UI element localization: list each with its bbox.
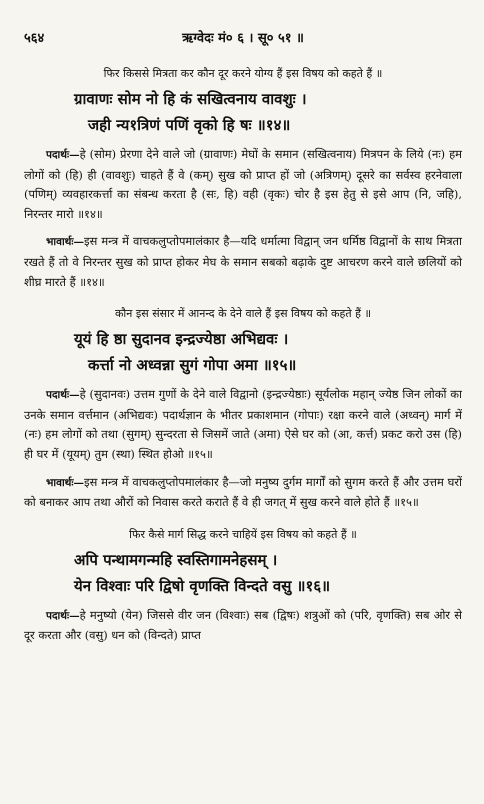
mantra-line: जही न्य१त्रिणं पणिं वृको हि षः ॥१४॥ [88, 116, 291, 134]
section-16 [24, 527, 462, 646]
section-14 [24, 66, 462, 292]
padartha-paragraph [24, 145, 462, 224]
section-intro: फिर कैसे मार्ग सिद्ध करने चाहियें इस विषय को कहते हैं ॥ [129, 527, 357, 541]
bhavartha-text: इस मन्त्र में वाचकलुप्तोपमालंकार है—जो मनुष्य दुर्गम मार्गों को सुगम करते हैं और उत्तम घरों को बनाकर आप तथा औरों को निवास करते कराते हैं वे ही जगत् में सुख करने वाले होते हैं ॥१५॥ [24, 474, 462, 510]
bhavartha-paragraph [24, 473, 462, 513]
page-number: ५६४ [24, 31, 45, 46]
mantra-line: ग्रावाणः सोम नो हि कं सखित्वनाय वावशुः । [74, 90, 307, 108]
section-intro: फिर किससे मित्रता कर कौन दूर करने योग्य हैं इस विषय को कहते हैं ॥ [103, 67, 383, 80]
mantra-line: यूयं हि ष्ठा सुदानव इन्द्रज्येष्ठा अभिद्यवः । [74, 330, 289, 349]
padartha-text: हे मनुष्यो (येन) जिससे वीर जन (विश्वाः) सब (द्विषः) शत्रुओं को (परि, वृणक्ति) सब ओर से दूर करता और (वसु) धन को (विन्दते) प्राप्त [24, 607, 462, 643]
section-intro: कौन इस संसार में आनन्द के देने वाले हैं इस विषय को कहते हैं ॥ [114, 307, 372, 321]
padartha-paragraph [24, 606, 462, 646]
padartha-text: हे (सुदानवः) उत्तम गुणों के देने वाले विद्वानो (इन्द्रज्येष्ठाः) सूर्यलोक महान् ज्येष्ठ जिन लोकों का उनके समान वर्त्तमान (अभिद्यवः) पदार्थज्ञान के भीतर प्रकाशमान (गोपाः) रक्षा करने वाले (अध्वन्) मार्ग में (नः) हम लोगों को तथा (सुगम्) सुन्दरता से जिसमें जाते (अमा) ऐसे घर को (आ, कर्त्त) प्रकट करो उस (हि) ही घर में (यूयम्) तुम (स्था) स्थित होओ ॥१५॥ [24, 387, 462, 461]
bhavartha-label: भावार्थः— [46, 236, 84, 249]
bhavartha-label: भावार्थः— [46, 476, 84, 489]
padartha-label: पदार्थः— [46, 149, 80, 161]
padartha-text: हे (सोम) प्रेरणा देने वाले जो (ग्रावाणः) मेघों के समान (सखित्वनाय) मित्रपन के लिये (नः) हम लोगों को (हि) ही (वावशुः) चाहते हैं वे (कम्) सुख को प्राप्त हों जो (अत्रिणम्) दूसरे का सर्वस्व हरनेवाला (पणिम्) व्यवहारकर्त्ता का संबन्ध करता है (सः, हि) वही (वृकः) चोर है इस हेतु से इसे आप (नि, जहि), निरन्तर मारो ॥१४॥ [24, 147, 462, 221]
bhavartha-text: इस मन्त्र में वाचकलुप्तोपमालंकार है—यदि धर्मात्मा विद्वान् जन धर्मिष्ठ विद्वानों के साथ मित्रता रखते हैं तो वे निरन्तर सुख को प्राप्त होकर मेघ के समान सबको बढ़ाके दुष्ट आचरण करने वाले छलियों को शीघ्र मारते हैं ॥१४॥ [24, 234, 462, 289]
padartha-label: पदार्थः— [46, 389, 80, 402]
page-header [24, 26, 462, 52]
mantra-line: कर्त्ता नो अध्वन्ना सुगं गोपा अमा ॥१५॥ [88, 356, 297, 375]
padartha-paragraph [24, 385, 462, 464]
bhavartha-paragraph [24, 232, 462, 292]
padartha-label: पदार्थः— [46, 609, 80, 622]
mantra-line: अपि पन्थामगन्महि स्वस्तिगामनेहसम् । [74, 550, 278, 569]
running-title: ऋग्वेदः मं० ६ । सू० ५१ ॥ [182, 31, 304, 46]
mantra-line: येन विश्वाः परि द्विषो वृणक्ति विन्दते वसु ॥१६॥ [74, 576, 331, 595]
section-15 [24, 306, 462, 513]
